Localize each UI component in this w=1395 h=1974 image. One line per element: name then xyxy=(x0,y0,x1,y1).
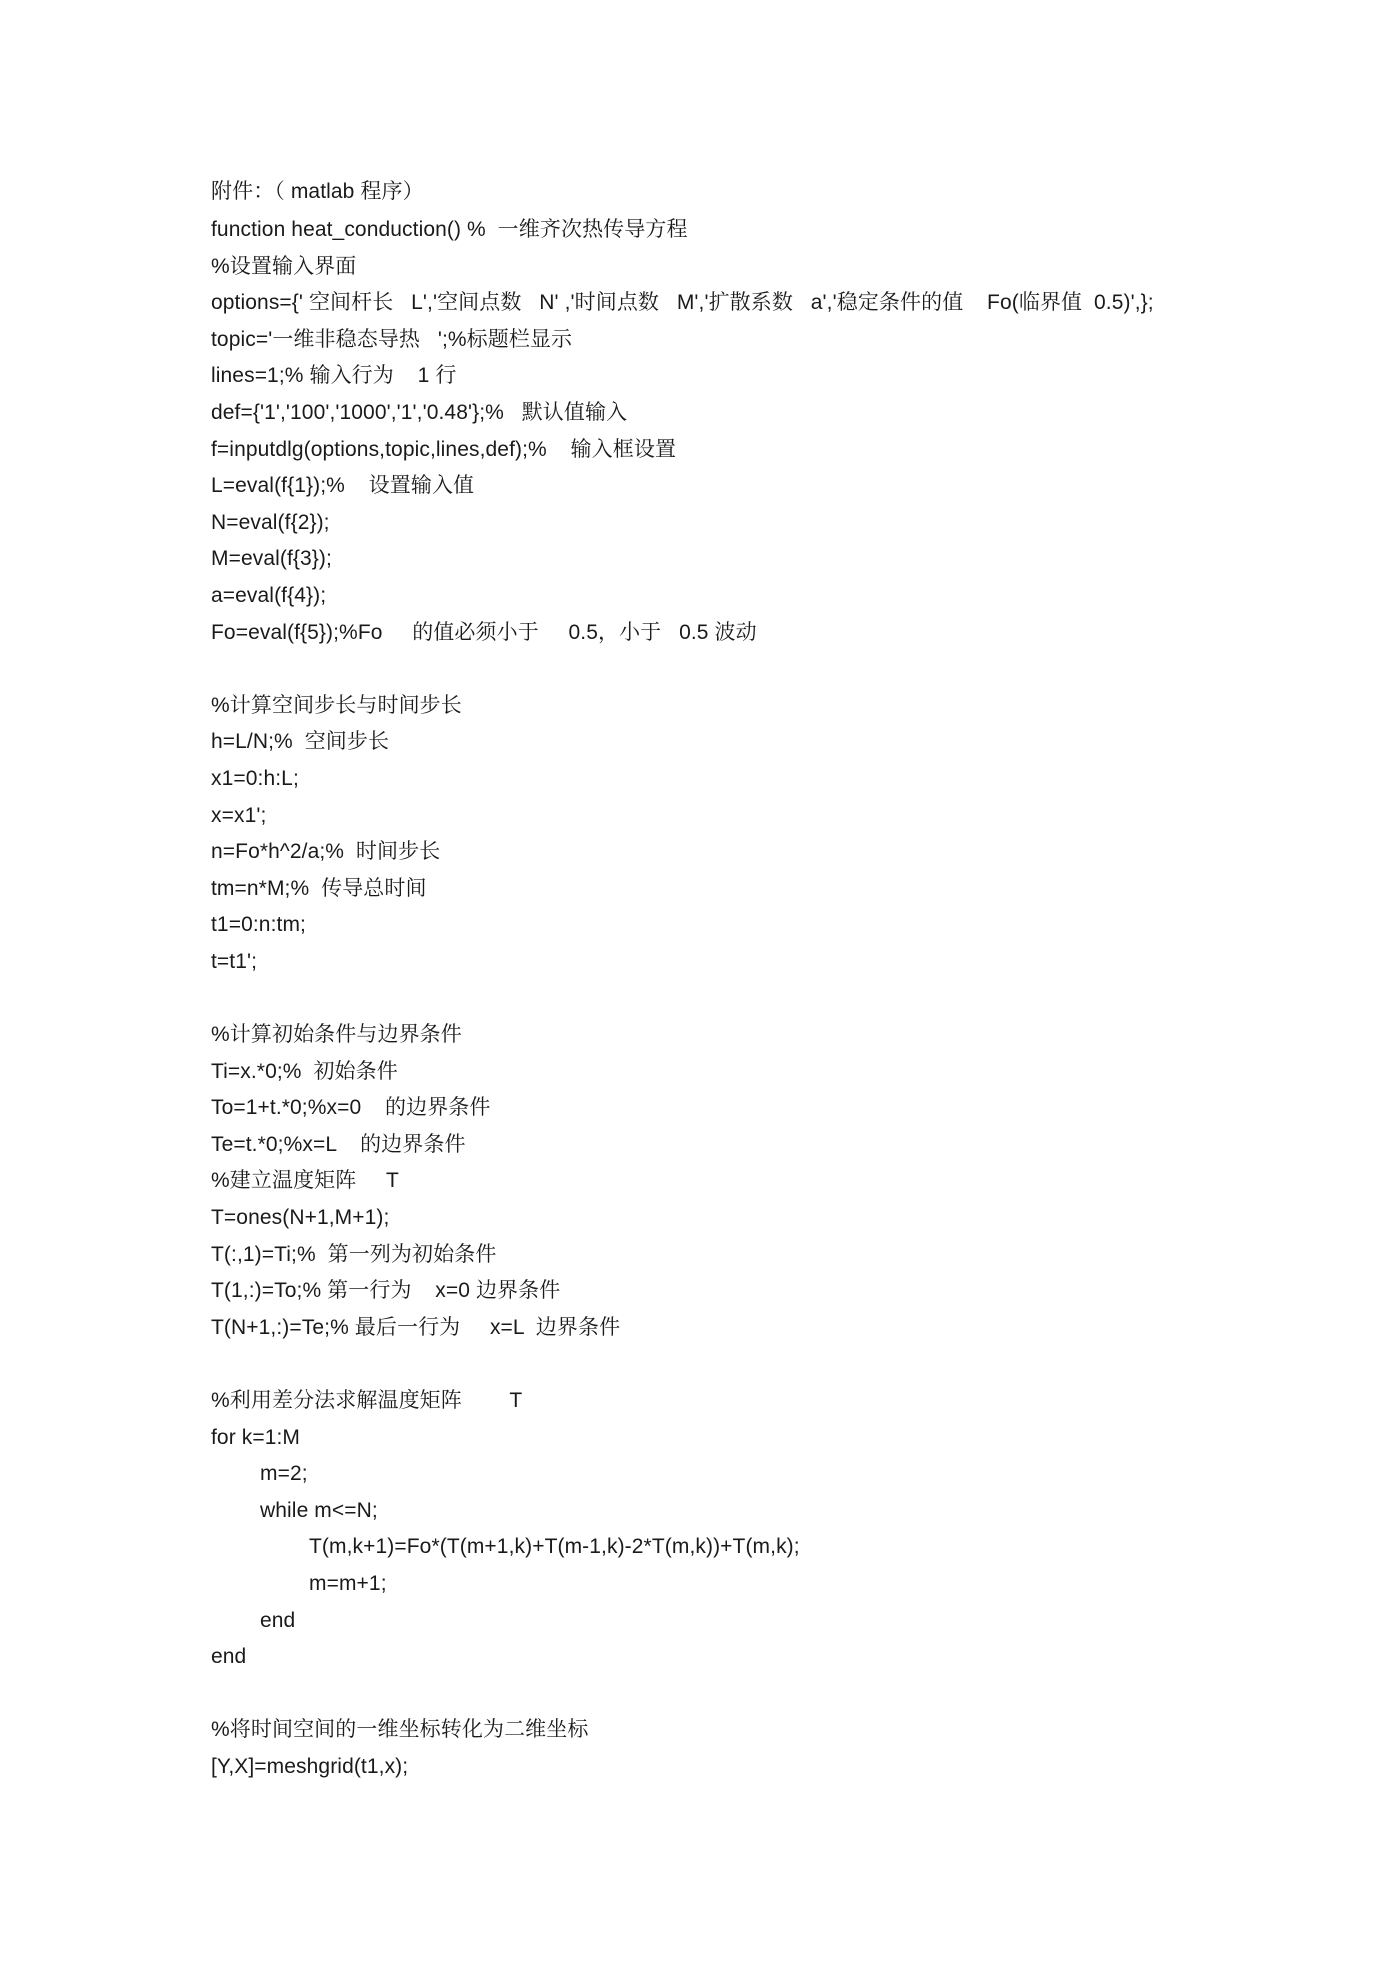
blank-line xyxy=(211,1676,1331,1713)
code-line: lines=1;% 输入行为 1 行 xyxy=(211,364,457,388)
code-line: x1=0:h:L; xyxy=(211,766,299,790)
code-line: %计算初始条件与边界条件 xyxy=(211,1023,462,1047)
code-line: def={'1','100','1000','1','0.48'};% 默认值输入 xyxy=(211,400,628,424)
code-line: h=L/N;% 空间步长 xyxy=(211,730,390,754)
code-line: t1=0:n:tm; xyxy=(211,913,306,937)
code-line: x=x1'; xyxy=(211,803,267,827)
code-line: end xyxy=(260,1608,296,1632)
code-line: for k=1:M xyxy=(211,1425,301,1449)
code-line: %利用差分法求解温度矩阵 T xyxy=(211,1389,523,1412)
code-line: T(:,1)=Ti;% 第一列为初始条件 xyxy=(211,1242,497,1266)
code-line: T(m,k+1)=Fo*(T(m+1,k)+T(m-1,k)-2*T(m,k))+T(m,k); xyxy=(309,1535,800,1559)
code-line: T(1,:)=To;% 第一行为 x=0 边界条件 xyxy=(211,1279,561,1303)
code-line: end xyxy=(211,1645,247,1669)
code-line: M=eval(f{3}); xyxy=(211,547,332,571)
code-line: n=Fo*h^2/a;% 时间步长 xyxy=(211,840,441,864)
code-line: while m<=N; xyxy=(260,1498,378,1522)
code-line: [Y,X]=meshgrid(t1,x); xyxy=(211,1754,409,1778)
code-line: function heat_conduction() % 一维齐次热传导方程 xyxy=(211,218,688,241)
blank-line xyxy=(211,1346,1331,1383)
code-line: %设置输入界面 xyxy=(211,254,357,278)
code-line: T(N+1,:)=Te;% 最后一行为 x=L 边界条件 xyxy=(211,1315,621,1339)
code-line: Fo=eval(f{5});%Fo 的值必须小于 0.5，小于 0.5 波动 xyxy=(211,620,757,644)
blank-line xyxy=(211,651,1331,688)
code-line: %将时间空间的一维坐标转化为二维坐标 xyxy=(211,1718,589,1742)
code-line: topic='一维非稳态导热 ';%标题栏显示 xyxy=(211,327,573,351)
code-line: L=eval(f{1});% 设置输入值 xyxy=(211,474,475,498)
code-line: Te=t.*0;%x=L 的边界条件 xyxy=(211,1132,466,1156)
code-line: tm=n*M;% 传导总时间 xyxy=(211,876,427,900)
code-line: T=ones(N+1,M+1); xyxy=(211,1206,390,1230)
code-line: m=2; xyxy=(260,1462,308,1486)
code-line: %计算空间步长与时间步长 xyxy=(211,693,462,717)
code-line: Ti=x.*0;% 初始条件 xyxy=(211,1059,398,1083)
code-lines xyxy=(211,212,1331,1786)
appendix-heading: 附件：（ matlab 程序） xyxy=(211,180,424,203)
code-line: t=t1'; xyxy=(211,949,258,973)
code-line: m=m+1; xyxy=(309,1571,387,1595)
code-line: N=eval(f{2}); xyxy=(211,510,330,534)
blank-line xyxy=(211,980,1331,1017)
code-line: To=1+t.*0;%x=0 的边界条件 xyxy=(211,1096,491,1120)
code-line: %建立温度矩阵 T xyxy=(211,1169,399,1193)
code-listing xyxy=(211,172,1331,1786)
code-line: a=eval(f{4}); xyxy=(211,583,327,607)
code-line: options={' 空间杆长 L','空间点数 N' ,'时间点数 M','扩散系数 a','稳定条件的值 Fo(临界值 0.5)',}; xyxy=(211,291,1154,315)
code-line: f=inputdlg(options,topic,lines,def);% 输入框设置 xyxy=(211,437,677,461)
